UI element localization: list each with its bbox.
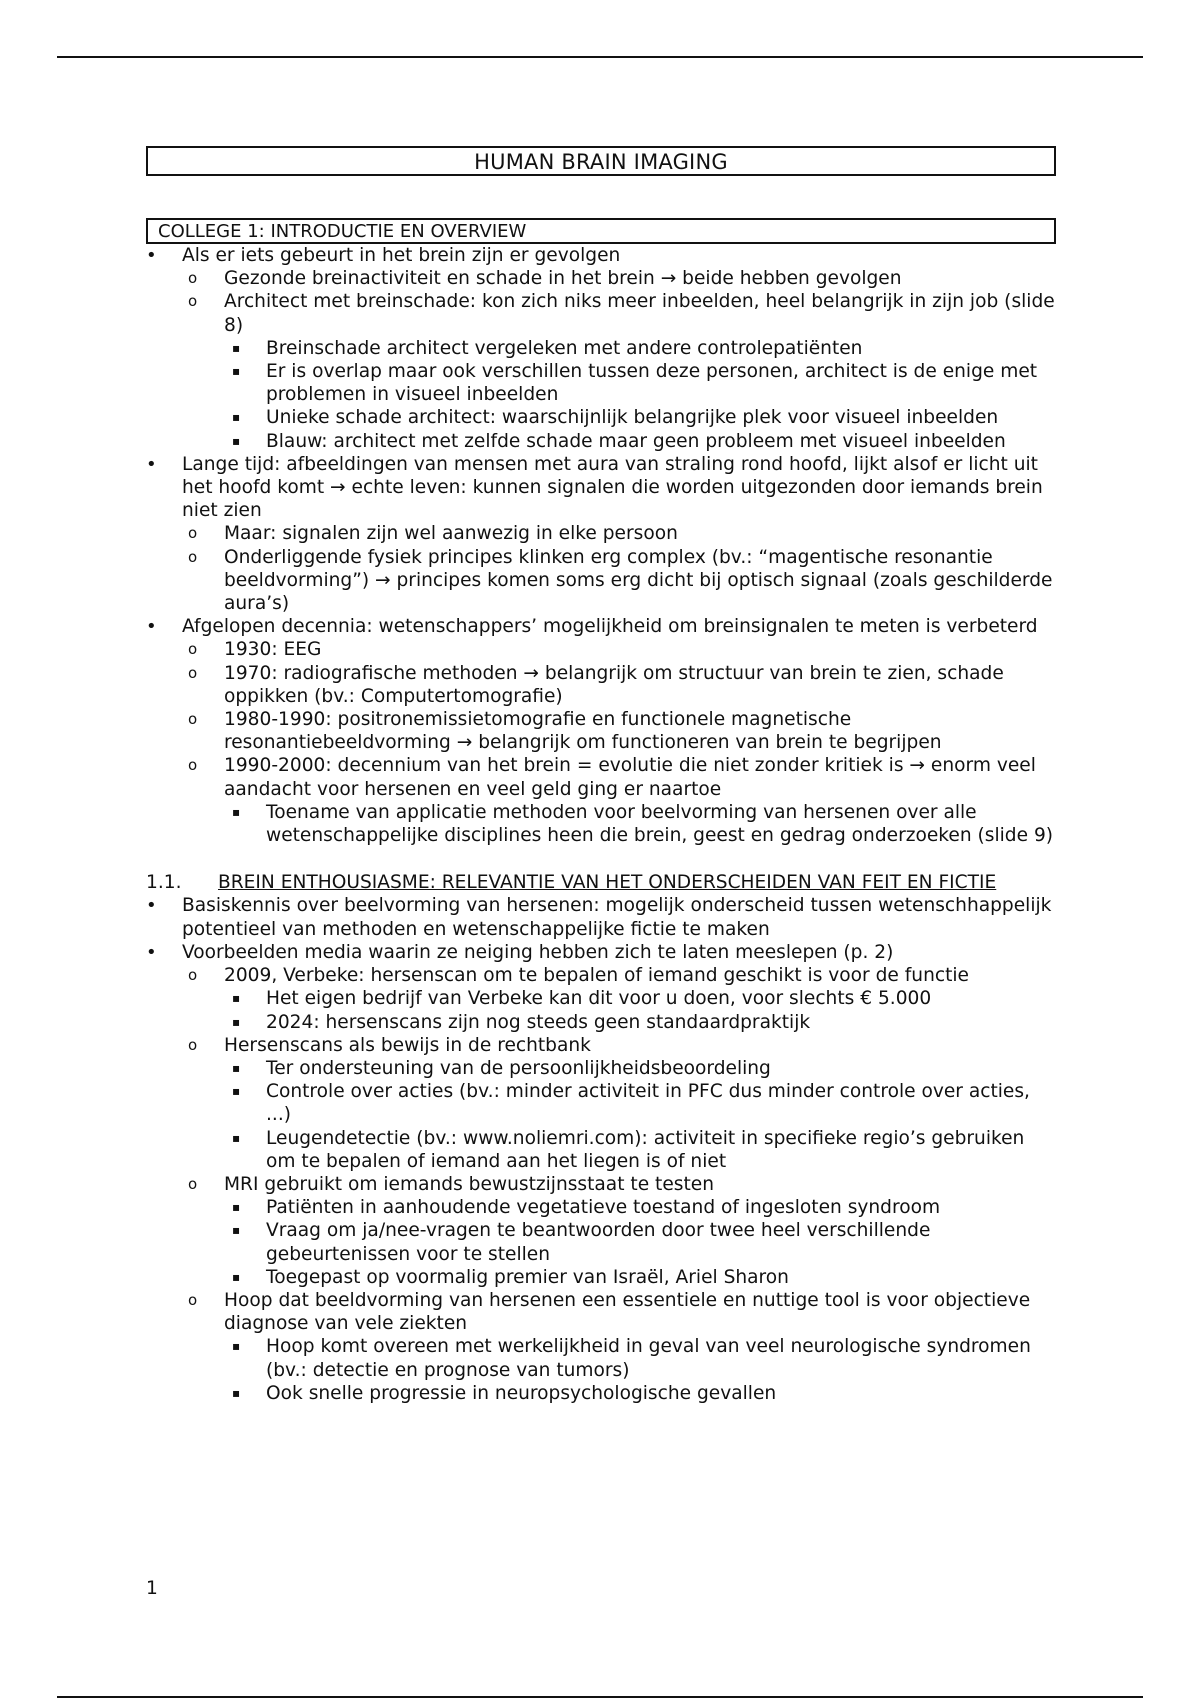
bullet-icon: • [146, 941, 157, 963]
list-item-text: Het eigen bedrijf van Verbeke kan dit voor u doen, voor slechts € 5.000 [266, 988, 932, 1010]
list-item [146, 1289, 1056, 1335]
subsection-heading [146, 871, 1056, 894]
list-item [146, 1266, 1056, 1289]
list-item-text: Er is overlap maar ook verschillen tussen deze personen, architect is de enige met problemen in visueel inbeelden [266, 361, 1038, 406]
bullet-icon: • [146, 616, 157, 638]
list-item-text: Hersenscans als bewijs in de rechtbank [224, 1034, 591, 1056]
bullet-icon: o [188, 966, 198, 985]
bullet-icon: ▪ [232, 1130, 241, 1145]
bullet-icon: o [188, 640, 198, 659]
list-item [146, 708, 1056, 754]
list-item [146, 1335, 1056, 1381]
list-item-text: Voorbeelden media waarin ze neiging hebben zich te laten meeslepen (p. 2) [182, 941, 894, 963]
list-item [146, 244, 1056, 267]
list-item-text: Vraag om ja/nee-vragen te beantwoorden door twee heel verschillende gebeurtenissen voor te stellen [266, 1220, 931, 1265]
bullet-icon: ▪ [232, 1060, 241, 1075]
footer-rule [57, 1696, 1143, 1698]
list-item [146, 1173, 1056, 1196]
list-item [146, 1080, 1056, 1126]
section-title: COLLEGE 1: INTRODUCTIE EN OVERVIEW [146, 218, 1056, 244]
list-item [146, 987, 1056, 1010]
list-item [146, 1034, 1056, 1057]
list-item [146, 1057, 1056, 1080]
bullet-icon: ▪ [232, 340, 241, 355]
bullet-icon: ▪ [232, 991, 241, 1006]
bullet-icon: ▪ [232, 804, 241, 819]
bullet-icon: ▪ [232, 1084, 241, 1099]
list-item [146, 1382, 1056, 1405]
list-item [146, 453, 1056, 523]
bullet-icon: o [188, 710, 198, 729]
list-item-text: Blauw: architect met zelfde schade maar geen probleem met visueel inbeelden [266, 430, 1006, 452]
list-item-text: Toegepast op voormalig premier van Israël, Ariel Sharon [266, 1266, 789, 1288]
bullet-icon: ▪ [232, 433, 241, 448]
bullet-icon: o [188, 1290, 198, 1309]
list-item-text: Ter ondersteuning van de persoonlijkheidsbeoordeling [266, 1057, 771, 1079]
bullet-icon: • [146, 895, 157, 917]
list-item [146, 1011, 1056, 1034]
bullet-icon: o [188, 524, 198, 543]
bullet-icon: ▪ [232, 1269, 241, 1284]
document-title: HUMAN BRAIN IMAGING [146, 146, 1056, 176]
bullet-list-brain-enthusiasm [146, 894, 1056, 1404]
bullet-icon: • [146, 453, 157, 475]
bullet-icon: ▪ [232, 1200, 241, 1215]
list-item-text: Hoop komt overeen met werkelijkheid in geval van veel neurologische syndromen (bv.: detectie en prognose van tumors) [266, 1336, 1031, 1381]
list-item-text: Leugendetectie (bv.: www.noliemri.com): activiteit in specifieke regio’s gebruiken om te bepalen of iemand aan het liegen is of niet [266, 1127, 1025, 1172]
list-item-text: Ook snelle progressie in neuropsychologische gevallen [266, 1382, 777, 1404]
list-item-text: Architect met breinschade: kon zich niks meer inbeelden, heel belangrijk in zijn job (slide 8) [224, 291, 1055, 336]
list-item [146, 1196, 1056, 1219]
list-item-text: Als er iets gebeurt in het brein zijn er gevolgen [182, 245, 621, 266]
list-item [146, 1127, 1056, 1173]
list-item [146, 941, 1056, 964]
list-item-text: Afgelopen decennia: wetenschappers’ mogelijkheid om breinsignalen te meten is verbeterd [182, 616, 1038, 638]
list-item-text: Unieke schade architect: waarschijnlijk belangrijke plek voor visueel inbeelden [266, 407, 999, 429]
list-item-text: 1930: EEG [224, 639, 322, 661]
list-item [146, 522, 1056, 545]
bullet-icon: ▪ [232, 364, 241, 379]
list-item-text: 1970: radiografische methoden → belangrijk om structuur van brein te zien, schade oppikken (bv.: Computertomografie) [224, 662, 1004, 707]
list-item [146, 662, 1056, 708]
list-item [146, 894, 1056, 940]
list-item-text: Patiënten in aanhoudende vegetatieve toestand of ingesloten syndroom [266, 1197, 941, 1219]
list-item [146, 615, 1056, 638]
subsection-number: 1.1. [146, 872, 182, 894]
list-item-text: Gezonde breinactiviteit en schade in het brein → beide hebben gevolgen [224, 268, 902, 290]
list-item-text: MRI gebruikt om iemands bewustzijnsstaat te testen [224, 1173, 714, 1195]
list-item-text: Breinschade architect vergeleken met andere controlepatiënten [266, 337, 863, 359]
bullet-icon: • [146, 245, 157, 266]
bullet-icon: ▪ [232, 1014, 241, 1029]
list-item [146, 360, 1056, 406]
list-item-text: 1980-1990: positronemissietomografie en functionele magnetische resonantiebeeldvorming → belangrijk om functioneren van brein te begrijpen [224, 709, 942, 754]
bullet-list-intro [146, 244, 1056, 847]
bullet-icon: ▪ [232, 410, 241, 425]
header-rule [57, 56, 1143, 58]
page-number: 1 [146, 1578, 158, 1599]
list-item-text: Controle over acties (bv.: minder activiteit in PFC dus minder controle over acties, ...) [266, 1081, 1030, 1126]
list-item-text: Lange tijd: afbeeldingen van mensen met aura van straling rond hoofd, lijkt alsof er licht uit het hoofd komt → echte leven: kunnen signalen die worden uitgezonden door iemands brein niet zien [182, 453, 1043, 522]
list-item [146, 290, 1056, 336]
bullet-icon: ▪ [232, 1385, 241, 1400]
list-item-text: 2024: hersenscans zijn nog steeds geen standaardpraktijk [266, 1011, 811, 1033]
list-item [146, 546, 1056, 616]
bullet-icon: ▪ [232, 1339, 241, 1354]
list-item-text: Onderliggende fysiek principes klinken erg complex (bv.: “magentische resonantie beeldvorming”) → principes komen soms erg dicht bij optisch signaal (zoals geschilderde aura’s) [224, 546, 1053, 615]
list-item-text: Basiskennis over beelvorming van hersenen: mogelijk onderscheid tussen wetenschhappelijk potentieel van methoden en wetenschappelijke fictie te maken [182, 895, 1052, 940]
list-item [146, 1219, 1056, 1265]
subsection-title: BREIN ENTHOUSIASME: RELEVANTIE VAN HET ONDERSCHEIDEN VAN FEIT EN FICTIE [218, 872, 997, 894]
list-item [146, 430, 1056, 453]
bullet-icon: o [188, 269, 198, 288]
page-content [146, 146, 1056, 1405]
bullet-icon: o [188, 292, 198, 311]
list-item-text: Toename van applicatie methoden voor beelvorming van hersenen over alle wetenschappelijke disciplines heen die brein, geest en gedrag onderzoeken (slide 9) [266, 801, 1054, 847]
list-item [146, 267, 1056, 290]
list-item-text: Hoop dat beeldvorming van hersenen een essentiele en nuttige tool is voor objectieve diagnose van vele ziekten [224, 1289, 1031, 1335]
bullet-icon: o [188, 547, 198, 566]
bullet-icon: ▪ [232, 1223, 241, 1238]
list-item-text: 1990-2000: decennium van het brein = evolutie die niet zonder kritiek is → enorm veel aandacht voor hersenen en veel geld ging er naartoe [224, 755, 1036, 800]
list-item [146, 964, 1056, 987]
list-item-text: 2009, Verbeke: hersenscan om te bepalen of iemand geschikt is voor de functie [224, 965, 969, 987]
list-item [146, 754, 1056, 800]
list-item [146, 406, 1056, 429]
bullet-icon: o [188, 663, 198, 682]
bullet-icon: o [188, 756, 198, 775]
list-item [146, 801, 1056, 847]
list-item-text: Maar: signalen zijn wel aanwezig in elke persoon [224, 523, 678, 545]
list-item [146, 337, 1056, 360]
list-item [146, 638, 1056, 661]
bullet-icon: o [188, 1035, 198, 1054]
bullet-icon: o [188, 1174, 198, 1193]
